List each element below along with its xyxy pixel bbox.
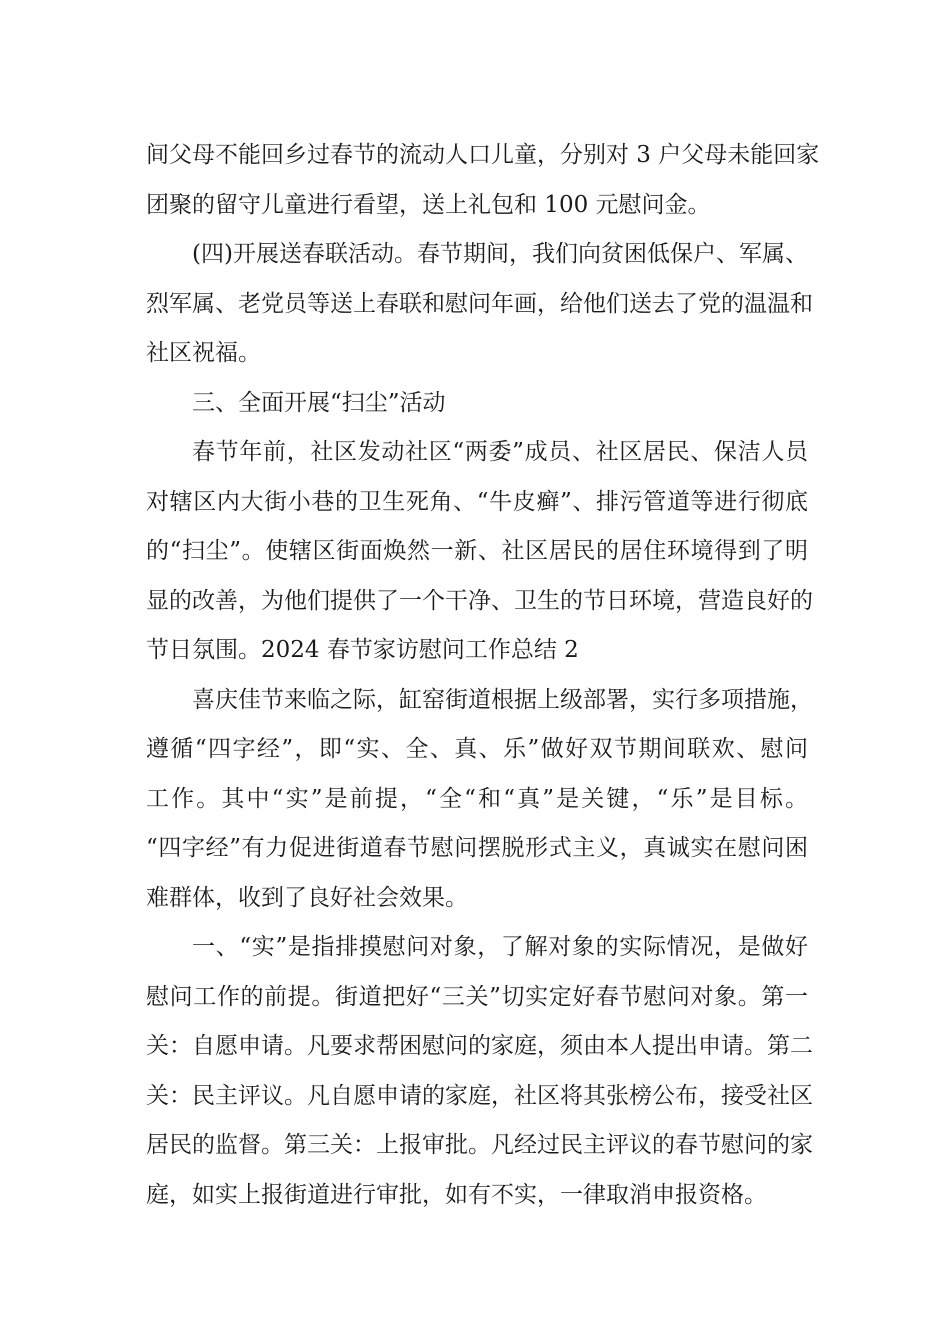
- text-line: 一、“实”是指排摸慰问对象，了解对象的实际情况，是做好: [192, 934, 808, 960]
- text-line: 喜庆佳节来临之际，缸窑街道根据上级部署，实行多项措施，: [192, 686, 813, 713]
- text-line: 难群体，收到了良好社会效果。: [146, 884, 468, 911]
- text-line: 三、全面开展“扫尘”活动: [192, 389, 446, 416]
- text-line: 春节年前，社区发动社区“两委”成员、社区居民、保洁人员: [192, 439, 808, 465]
- text-line: 慰问工作的前提。街道把好“三关”切实定好春节慰问对象。第一: [146, 983, 808, 1010]
- text-line: 间父母不能回乡过春节的流动人口儿童，分别对 3 户父母未能回家: [146, 142, 820, 168]
- text-line: 的“扫尘”。使辖区街面焕然一新、社区居民的居住环境得到了明: [146, 538, 808, 564]
- text-line: 节日氛围。2024 春节家访慰问工作总结 2: [146, 637, 579, 663]
- text-line: (四)开展送春联活动。春节期间，我们向贫困低保户、军属、: [192, 241, 808, 267]
- document-body: [146, 131, 820, 1220]
- text-line: 团聚的留守儿童进行看望，送上礼包和 100 元慰问金。: [146, 191, 711, 218]
- text-line: “四字经”有力促进街道春节慰问摆脱形式主义，真诚实在慰问困: [146, 835, 808, 861]
- text-line: 居民的监督。第三关：上报审批。凡经过民主评议的春节慰问的家: [146, 1132, 813, 1158]
- text-line: 社区祝福。: [146, 340, 261, 366]
- text-line: 显的改善，为他们提供了一个干净、卫生的节日环境，营造良好的: [146, 587, 813, 614]
- text-line: 烈军属、老党员等送上春联和慰问年画，给他们送去了党的温温和: [146, 290, 813, 317]
- text-line: 关：自愿申请。凡要求帮困慰问的家庭，须由本人提出申请。第二: [146, 1033, 813, 1059]
- text-line: 关：民主评议。凡自愿申请的家庭，社区将其张榜公布，接受社区: [146, 1082, 813, 1109]
- text-line: 庭，如实上报街道进行审批，如有不实，一律取消申报资格。: [146, 1181, 767, 1208]
- text-line: 对辖区内大街小巷的卫生死角、“牛皮癣”、排污管道等进行彻底: [146, 488, 808, 515]
- text-line: 遵循“四字经”，即“实、全、真、乐”做好双节期间联欢、慰问: [146, 736, 808, 762]
- text-line: 工作。其中“实”是前提，“全“和“真”是关键，“乐”是目标。: [146, 785, 808, 812]
